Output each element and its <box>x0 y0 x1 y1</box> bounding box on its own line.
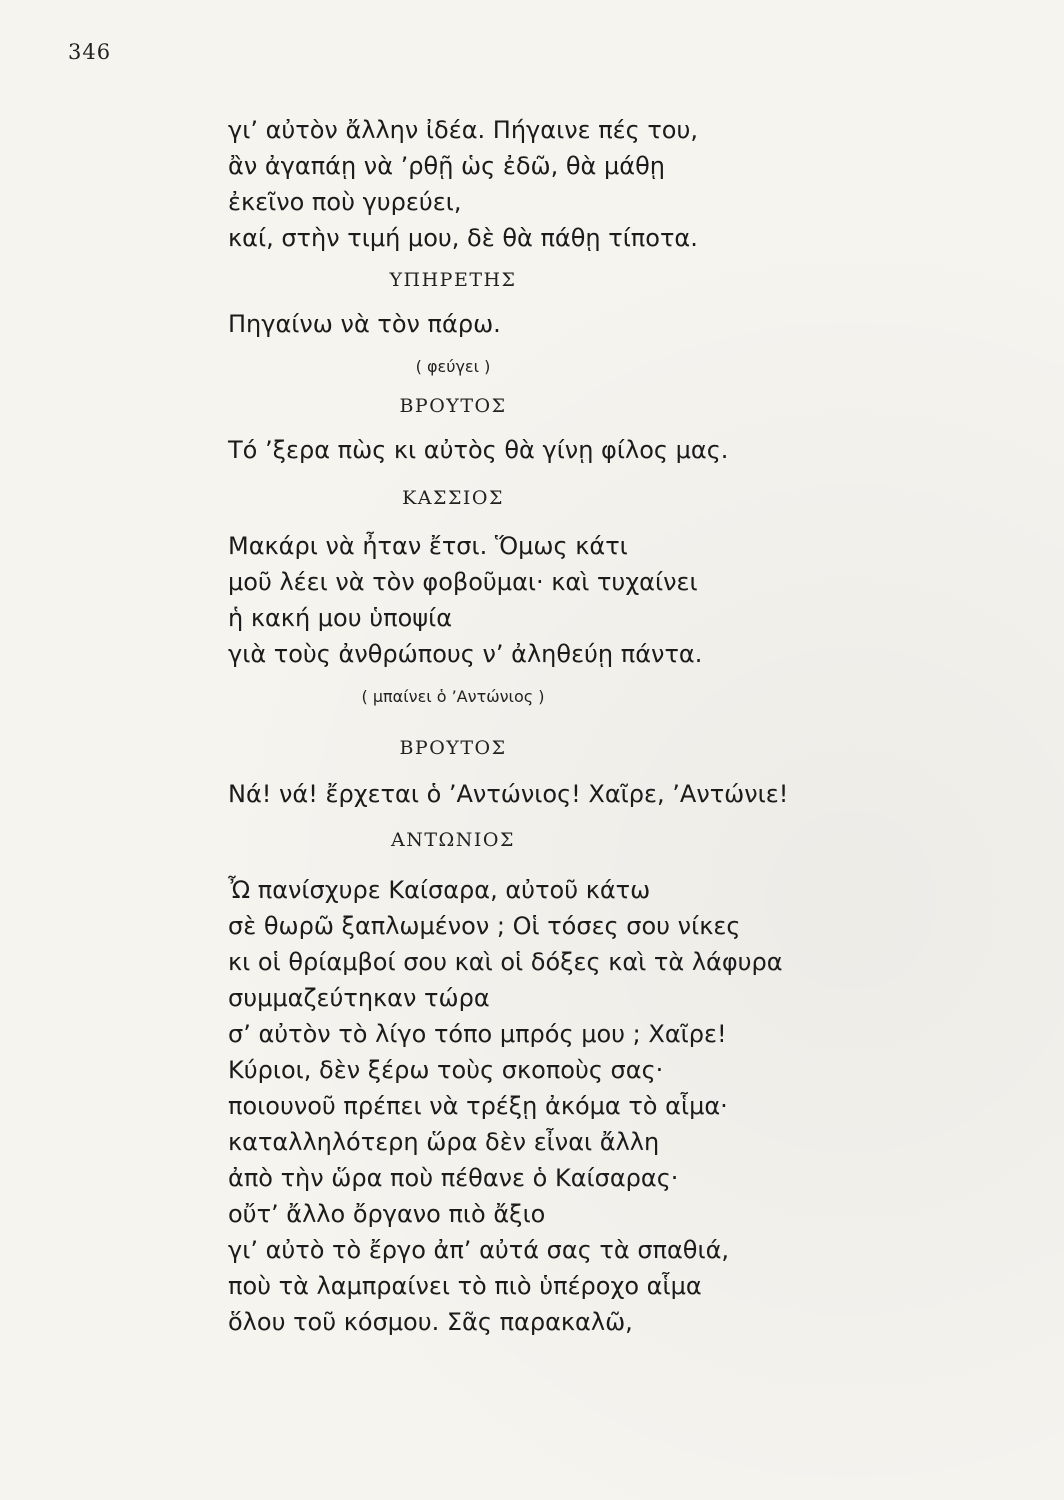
speaker-name: ΚΑΣΣΙΟΣ <box>402 487 504 509</box>
stage-direction: ( μπαίνει ὁ ’Αντώνιος ) <box>361 687 545 706</box>
verse-line: ἡ κακή μου ὑποψία <box>228 604 453 632</box>
verse-block <box>228 112 908 256</box>
verse-block <box>228 306 908 342</box>
verse-line: σ’ αὐτὸν τὸ λίγο τόπο μπρός μου ; Χαῖρε! <box>228 1020 727 1048</box>
verse-line: Πηγαίνω νὰ τὸν πάρω. <box>228 310 501 338</box>
verse-line: ἂν ἀγαπάῃ νὰ ’ρθῇ ὡς ἐδῶ, θὰ μάθῃ <box>228 152 665 180</box>
verse-line: Κύριοι, δὲν ξέρω τοὺς σκοποὺς σας· <box>228 1056 664 1084</box>
verse-block <box>228 528 908 672</box>
verse-line: Νά! νά! ἔρχεται ὁ ’Αντώνιος! Χαῖρε, ’Αντώνιε! <box>228 780 789 808</box>
speaker-name: ΑΝΤΩΝΙΟΣ <box>391 829 515 851</box>
speaker-name: ΥΠΗΡΕΤΗΣ <box>389 269 517 291</box>
verse-line: οὔτ’ ἄλλο ὄργανο πιὸ ἄξιο <box>228 1200 546 1228</box>
stage-direction: ( φεύγει ) <box>415 357 491 376</box>
verse-line: καί, στὴν τιμή μου, δὲ θὰ πάθῃ τίποτα. <box>228 224 698 252</box>
verse-line: ποὺ τὰ λαμπραίνει τὸ πιὸ ὑπέροχο αἷμα <box>228 1272 702 1300</box>
verse-line: μοῦ λέει νὰ τὸν φοβοῦμαι· καὶ τυχαίνει <box>228 568 698 596</box>
play-text <box>228 112 908 1340</box>
verse-line: σὲ θωρῶ ξαπλωμένον ; Οἱ τόσες σου νίκες <box>228 912 741 940</box>
verse-line: κι οἱ θρίαμβοί σου καὶ οἱ δόξες καὶ τὰ λάφυρα <box>228 948 783 976</box>
verse-line: ἐκεῖνο ποὺ γυρεύει, <box>228 188 462 216</box>
verse-line: γι’ αὐτὸν ἄλλην ἰδέα. Πήγαινε πές του, <box>228 116 698 144</box>
verse-block <box>228 432 908 468</box>
verse-line: Μακάρι νὰ ἦταν ἔτσι. Ὅμως κάτι <box>228 532 628 560</box>
verse-line: ποιουνοῦ πρέπει νὰ τρέξῃ ἀκόμα τὸ αἷμα· <box>228 1092 728 1120</box>
verse-line: Τό ’ξερα πὼς κι αὐτὸς θὰ γίνῃ φίλος μας. <box>228 436 729 464</box>
verse-block <box>228 872 908 1340</box>
verse-line: γιὰ τοὺς ἀνθρώπους ν’ ἀληθεύῃ πάντα. <box>228 640 703 668</box>
verse-line: γι’ αὐτὸ τὸ ἔργο ἀπ’ αὐτά σας τὰ σπαθιά, <box>228 1236 730 1264</box>
verse-line: ὅλου τοῦ κόσμου. Σᾶς παρακαλῶ, <box>228 1308 633 1336</box>
verse-line: συμμαζεύτηκαν τώρα <box>228 984 490 1012</box>
verse-block <box>228 776 908 812</box>
page-number: 346 <box>68 40 112 64</box>
verse-line: ἀπὸ τὴν ὥρα ποὺ πέθανε ὁ Καίσαρας· <box>228 1164 679 1192</box>
verse-line: καταλληλότερη ὥρα δὲν εἶναι ἄλλη <box>228 1128 660 1156</box>
verse-line: Ὦ πανίσχυρε Καίσαρα, αὐτοῦ κάτω <box>228 876 651 904</box>
speaker-name: ΒΡΟΥΤΟΣ <box>399 737 507 759</box>
speaker-name: ΒΡΟΥΤΟΣ <box>399 395 507 417</box>
